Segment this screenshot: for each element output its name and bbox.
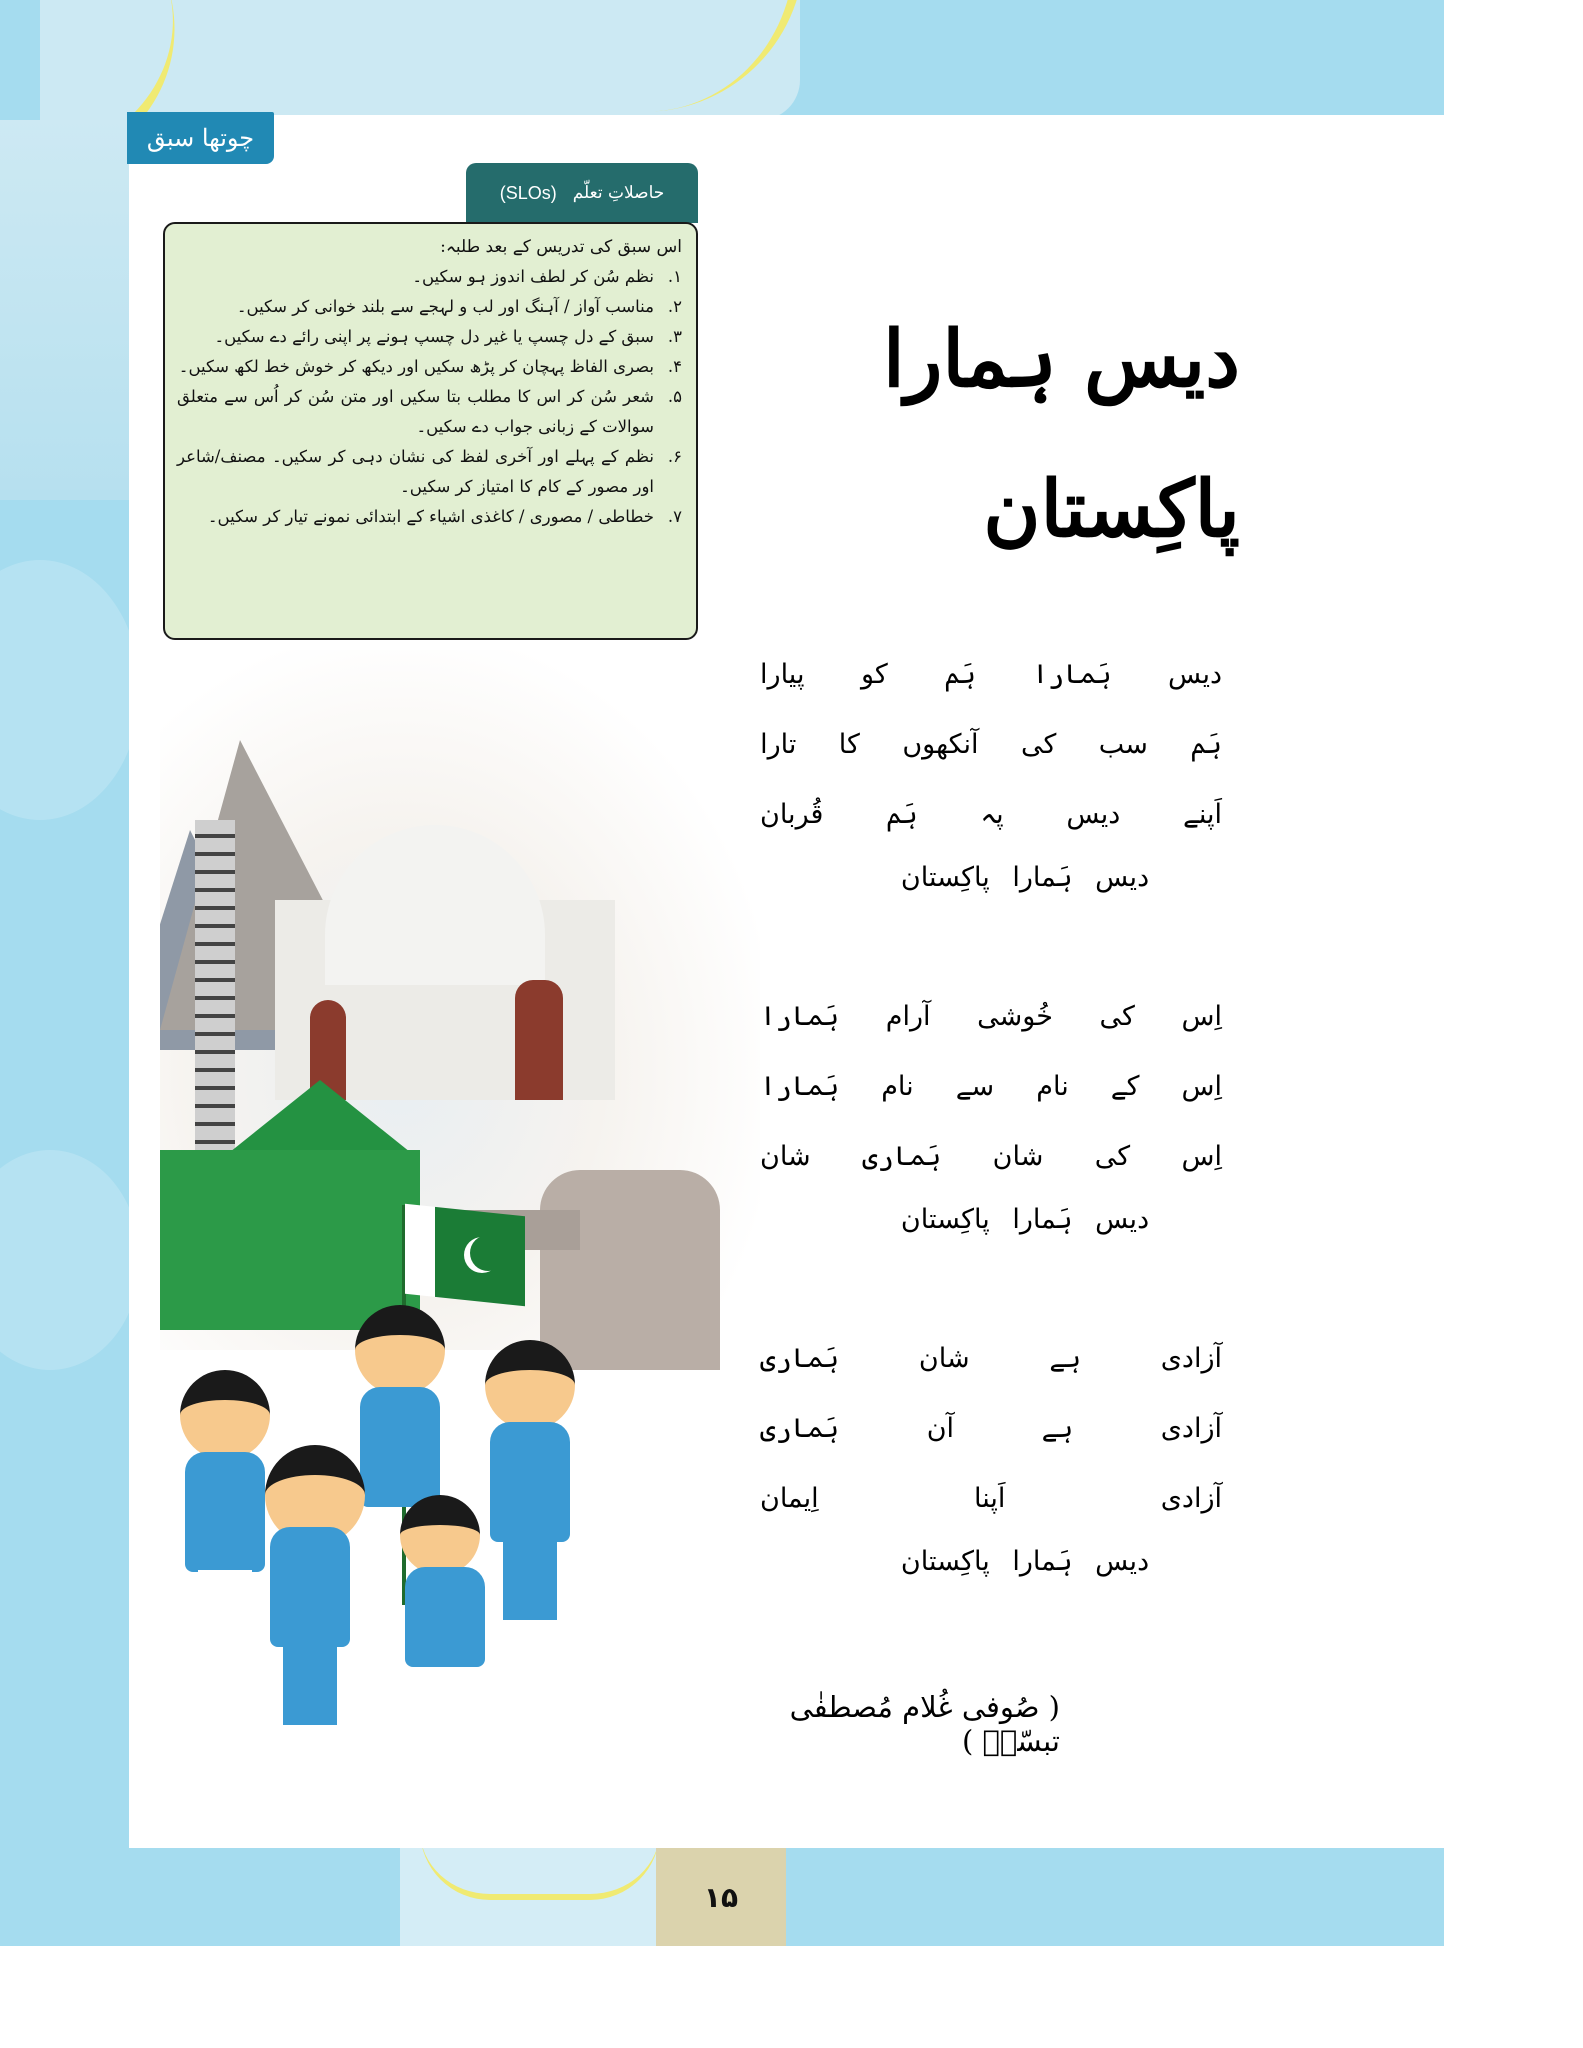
slo-text: مناسب آواز / آہنگ اور لب و لہجے سے بلند خوانی کر سکیں۔ (236, 297, 654, 316)
slo-number: ۴. (667, 357, 682, 376)
slo-text: شعر سُن کر اس کا مطلب بتا سکیں اور متن سُن کر اُس سے متعلق سوالات کے زبانی جواب دے سکیں۔ (177, 387, 654, 436)
poem-word: ہَماری (862, 1141, 942, 1172)
poem-word: ہَماری (760, 1413, 840, 1444)
poem-word: شان (760, 1141, 811, 1172)
poem-word: تارا (760, 729, 797, 760)
crescent-icon (470, 1235, 506, 1271)
slo-number: ۱. (667, 267, 682, 286)
poem-refrain: دیس ہَمارا پاکِستان (900, 1546, 1150, 1577)
poem (760, 640, 1230, 1666)
slo-number: ۷. (667, 507, 682, 526)
poet-attribution: ( صُوفی غُلام مُصطفٰی تبسّمؔ ) (789, 1690, 1060, 1758)
poem-word: سب (1098, 729, 1148, 760)
poem-word: کے (1110, 1071, 1140, 1102)
slo-item (177, 382, 682, 442)
slo-number: ۵. (667, 387, 682, 406)
slo-item (177, 502, 682, 532)
poem-word: آزادی (1160, 1343, 1222, 1374)
poem-word: آنکھوں (902, 729, 979, 760)
poem-word: اِس (1181, 1001, 1222, 1032)
slo-tab-latin-label: (SLOs) (499, 182, 557, 203)
poem-title: دیس ہمارا پاکِستان (883, 314, 1240, 555)
decorative-blob (0, 1150, 140, 1370)
poem-word: پیارا (760, 659, 805, 690)
slo-text: سبق کے دل چسپ یا غیر دل چسپ ہونے پر اپنی رائے دے سکیں۔ (214, 327, 654, 346)
slo-item (177, 262, 682, 292)
poem-word: آرام (885, 1001, 931, 1032)
slo-number: ۶. (667, 447, 682, 466)
poem-word: اِس (1181, 1071, 1222, 1102)
poem-word: آزادی (1160, 1413, 1222, 1444)
slo-item (177, 292, 682, 322)
poem-stanza (760, 982, 1230, 1262)
poem-word: کو (860, 659, 888, 690)
lesson-number-badge: چوتھا سبق (127, 112, 274, 164)
poem-word: اِیمان (760, 1483, 819, 1514)
poem-word: اَپنے (1183, 799, 1222, 830)
slo-intro: اس سبق کی تدریس کے بعد طلبہ: (440, 237, 682, 257)
poem-word: آزادی (1160, 1483, 1222, 1514)
poem-word: کی (1094, 1141, 1131, 1172)
pakistan-landmarks-illustration (160, 650, 760, 1740)
poem-word: کا (838, 729, 860, 760)
poem-word: ہَم (886, 799, 918, 830)
poem-word: ہے (1049, 1343, 1082, 1374)
poem-word: ہَمارا (760, 1071, 840, 1102)
poem-line (760, 1324, 1230, 1394)
poem-word: شان (918, 1343, 970, 1374)
poem-line (760, 1052, 1230, 1122)
decorative-left-panel (0, 120, 130, 500)
pakistan-flag-icon (405, 1204, 525, 1307)
poem-word: شان (992, 1141, 1044, 1172)
khyber-gate-fort (540, 1170, 720, 1370)
poem-word: دیس (1168, 659, 1222, 690)
slo-number: ۳. (667, 327, 682, 346)
poem-word: ہَمارا (760, 1001, 840, 1032)
poem-word: اِس (1181, 1141, 1222, 1172)
poem-word: کی (1020, 729, 1057, 760)
poem-stanza (760, 1324, 1230, 1604)
poem-word: نام (1036, 1071, 1069, 1102)
poem-word: دیس (1066, 799, 1121, 830)
poem-refrain: دیس ہَمارا پاکِستان (900, 862, 1150, 893)
poem-word: پہ (980, 799, 1004, 830)
slo-item (177, 442, 682, 502)
slo-list (177, 262, 682, 532)
slo-number: ۲. (667, 297, 682, 316)
page-number: ۱۵ (656, 1848, 786, 1946)
slo-item (177, 352, 682, 382)
poem-line (760, 1122, 1230, 1192)
slo-tab-urdu-label: حاصلاتِ تعلّم (572, 183, 665, 203)
poem-line (760, 1464, 1230, 1534)
poem-line (760, 710, 1230, 780)
learning-outcomes-box (163, 222, 698, 640)
slo-text: نظم سُن کر لطف اندوز ہو سکیں۔ (412, 267, 654, 286)
poem-word: نام (881, 1071, 914, 1102)
slo-header-tab (466, 163, 698, 223)
poem-word: سے (955, 1071, 995, 1102)
poem-word: کی (1099, 1001, 1135, 1032)
slo-text: خطاطی / مصوری / کاغذی اشیاء کے ابتدائی نمونے تیار کر سکیں۔ (207, 507, 654, 526)
poem-word: ہَمارا (1032, 659, 1112, 690)
decorative-blob (0, 560, 140, 820)
green-building (160, 1150, 420, 1330)
poem-refrain: دیس ہَمارا پاکِستان (900, 1204, 1150, 1235)
slo-text: بصری الفاظ پہچان کر پڑھ سکیں اور دیکھ کر خوش خط لکھ سکیں۔ (178, 357, 654, 376)
poem-word: آن (926, 1413, 955, 1444)
poem-word: ہَم (1190, 729, 1222, 760)
slo-item (177, 322, 682, 352)
slo-text: نظم کے پہلے اور آخری لفظ کی نشان دہی کر سکیں۔ مصنف/شاعر اور مصور کے کام کا امتیاز کر سکیں۔ (177, 447, 655, 496)
poem-stanza (760, 640, 1230, 920)
poem-line (760, 982, 1230, 1052)
green-building-roof (220, 1080, 420, 1160)
arch-window (515, 980, 563, 1100)
poem-word: ہَماری (760, 1343, 840, 1374)
poem-line (760, 780, 1230, 850)
poem-word: خُوشی (977, 1001, 1053, 1032)
poem-word: ہے (1041, 1413, 1074, 1444)
poem-word: قُربان (760, 799, 824, 830)
poem-line (760, 1394, 1230, 1464)
poem-line (760, 640, 1230, 710)
poem-word: ہَم (944, 659, 976, 690)
poem-word: اَپنا (974, 1483, 1006, 1514)
